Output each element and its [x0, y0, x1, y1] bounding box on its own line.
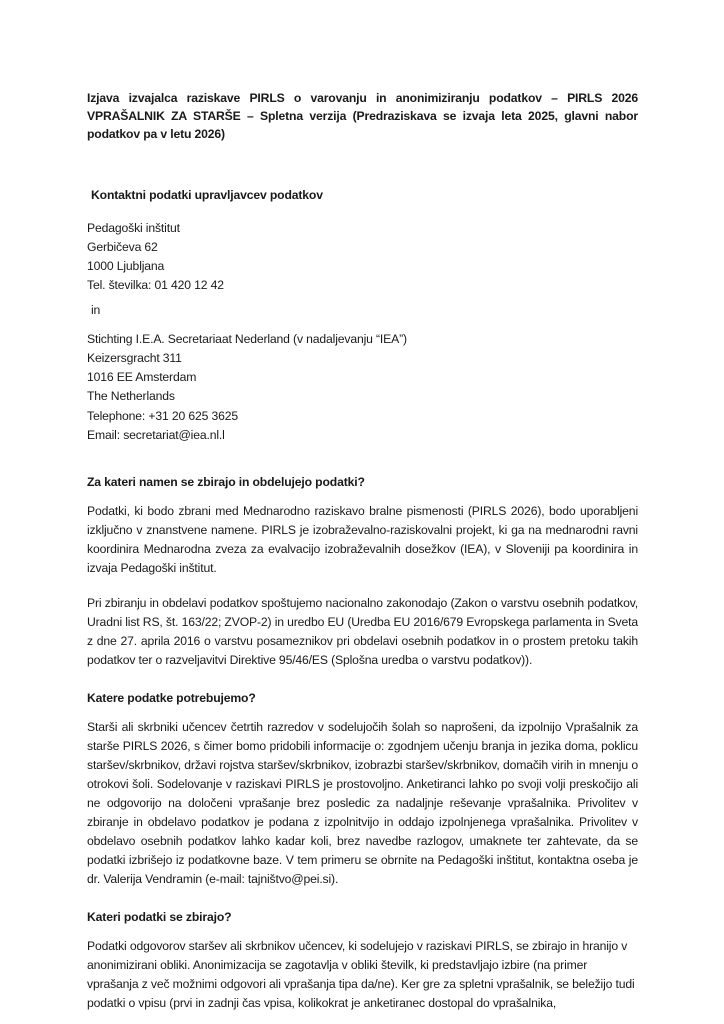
paragraph: Podatki odgovorov staršev ali skrbnikov učencev, ki sodelujejo v raziskavi PIRLS, se zbirajo in hranijo v anonimizirani obliki. Anonimizacija se zagotavlja v obliki številk, ki predstavljajo izbire (na primer vprašanja z več možnimi odgovori ali vprašanja tipa da/ne). Ker gre za spletni vprašalnik, se beležijo tudi podatki o vpisu (prvi in zadnji čas vpisa, kolikokrat je anketiranec dostopal do vprašalnika,	[87, 938, 635, 1010]
controller-street: Gerbičeva 62	[87, 239, 158, 254]
conjunction: in	[91, 303, 101, 318]
controller-phone: Tel. številka: 01 420 12 42	[87, 277, 224, 292]
controller-country: The Netherlands	[87, 389, 175, 404]
paragraph: Podatki, ki bodo zbrani med Mednarodno raziskavo bralne pismenosti (PIRLS 2026), bodo uporabljeni izključno v znanstvene namene. PIRLS je izobraževalno-raziskovalni projekt, ki ga na mednarodni ravni koordinira Mednarodna zveza za evalvacijo izobraževalnih dosežkov (IEA), v Sloveniji pa koordinira in izvaja Pedagoški inštitut.	[87, 503, 638, 576]
paragraph: Pri zbiranju in obdelavi podatkov spoštujemo nacionalno zakonodajo (Zakon o varstvu osebnih podatkov, Uradni list RS, št. 163/22; ZVOP-2) in uredbo EU (Uredba EU 2016/679 Evropskega parlamenta in Sveta z dne 27. aprila 2016 o varstvu posameznikov pri obdelavi osebnih podatkov in o prostem pretoku takih podatkov ter o razveljavitvi Direktive 95/46/ES (Splošna uredba o varstvu podatkov)).	[87, 596, 638, 668]
section-heading-data-collected: Kateri podatki se zbirajo?	[87, 909, 232, 924]
controller-city: 1000 Ljubljana	[87, 258, 165, 273]
controller-address-pei	[87, 219, 638, 295]
controller-address-iea	[87, 330, 638, 445]
section-heading-data-needed: Katere podatke potrebujemo?	[87, 690, 256, 705]
controller-street: Keizersgracht 311	[87, 351, 182, 366]
controller-name: Pedagoški inštitut	[87, 220, 180, 235]
controller-name: Stichting I.E.A. Secretariaat Nederland (v nadaljevanju “IEA”)	[87, 332, 407, 347]
paragraph: Starši ali skrbniki učencev četrtih razredov v sodelujočih šolah so naprošeni, da izpolnijo Vprašalnik za starše PIRLS 2026, s čimer bomo pridobili informacije o: zgodnjem učenju branja in jezika doma, poklicu staršev/skrbnikov, državi rojstva staršev/skrbnikov, izobrazbi staršev/skrbnikov, domačih virih in mnenju o otrokovi šoli. Sodelovanje v raziskavi PIRLS je prostovoljno. Anketiranci lahko po svoji volji preskočijo ali ne odgovorijo na določeni vprašanje brez posledic za nadaljnje reševanje vprašalnika. Privolitev v zbiranje in obdelavo podatkov je podana z izpolnitvijo in oddajo izpolnjenega vprašalnika. Privolitev v obdelavo osebnih podatkov lahko kadar koli, brez navedbe razlogov, umaknete ter zahtevate, da se podatki izbrišejo iz podatkovne baze. V tem primeru se obrnite na Pedagoški inštitut, kontaktna oseba je dr. Valerija Vendramin (e-mail: tajništvo@pei.si).	[87, 719, 638, 887]
controller-phone: Telephone: +31 20 625 3625	[87, 408, 238, 423]
document-page	[87, 89, 638, 1013]
document-title: Izjava izvajalca raziskave PIRLS o varovanju in anonimiziranju podatkov – PIRLS 2026 VPRAŠALNIK ZA STARŠE – Spletna verzija (Predraziskava se izvaja leta 2025, glavni nabor podatkov pa v letu 2026)	[87, 91, 638, 142]
contact-heading: Kontaktni podatki upravljavcev podatkov	[91, 187, 323, 202]
section-heading-purpose: Za kateri namen se zbirajo in obdelujejo podatki?	[87, 474, 365, 489]
controller-email[interactable]: Email: secretariat@iea.nl.l	[87, 427, 225, 442]
controller-city: 1016 EE Amsterdam	[87, 370, 197, 385]
